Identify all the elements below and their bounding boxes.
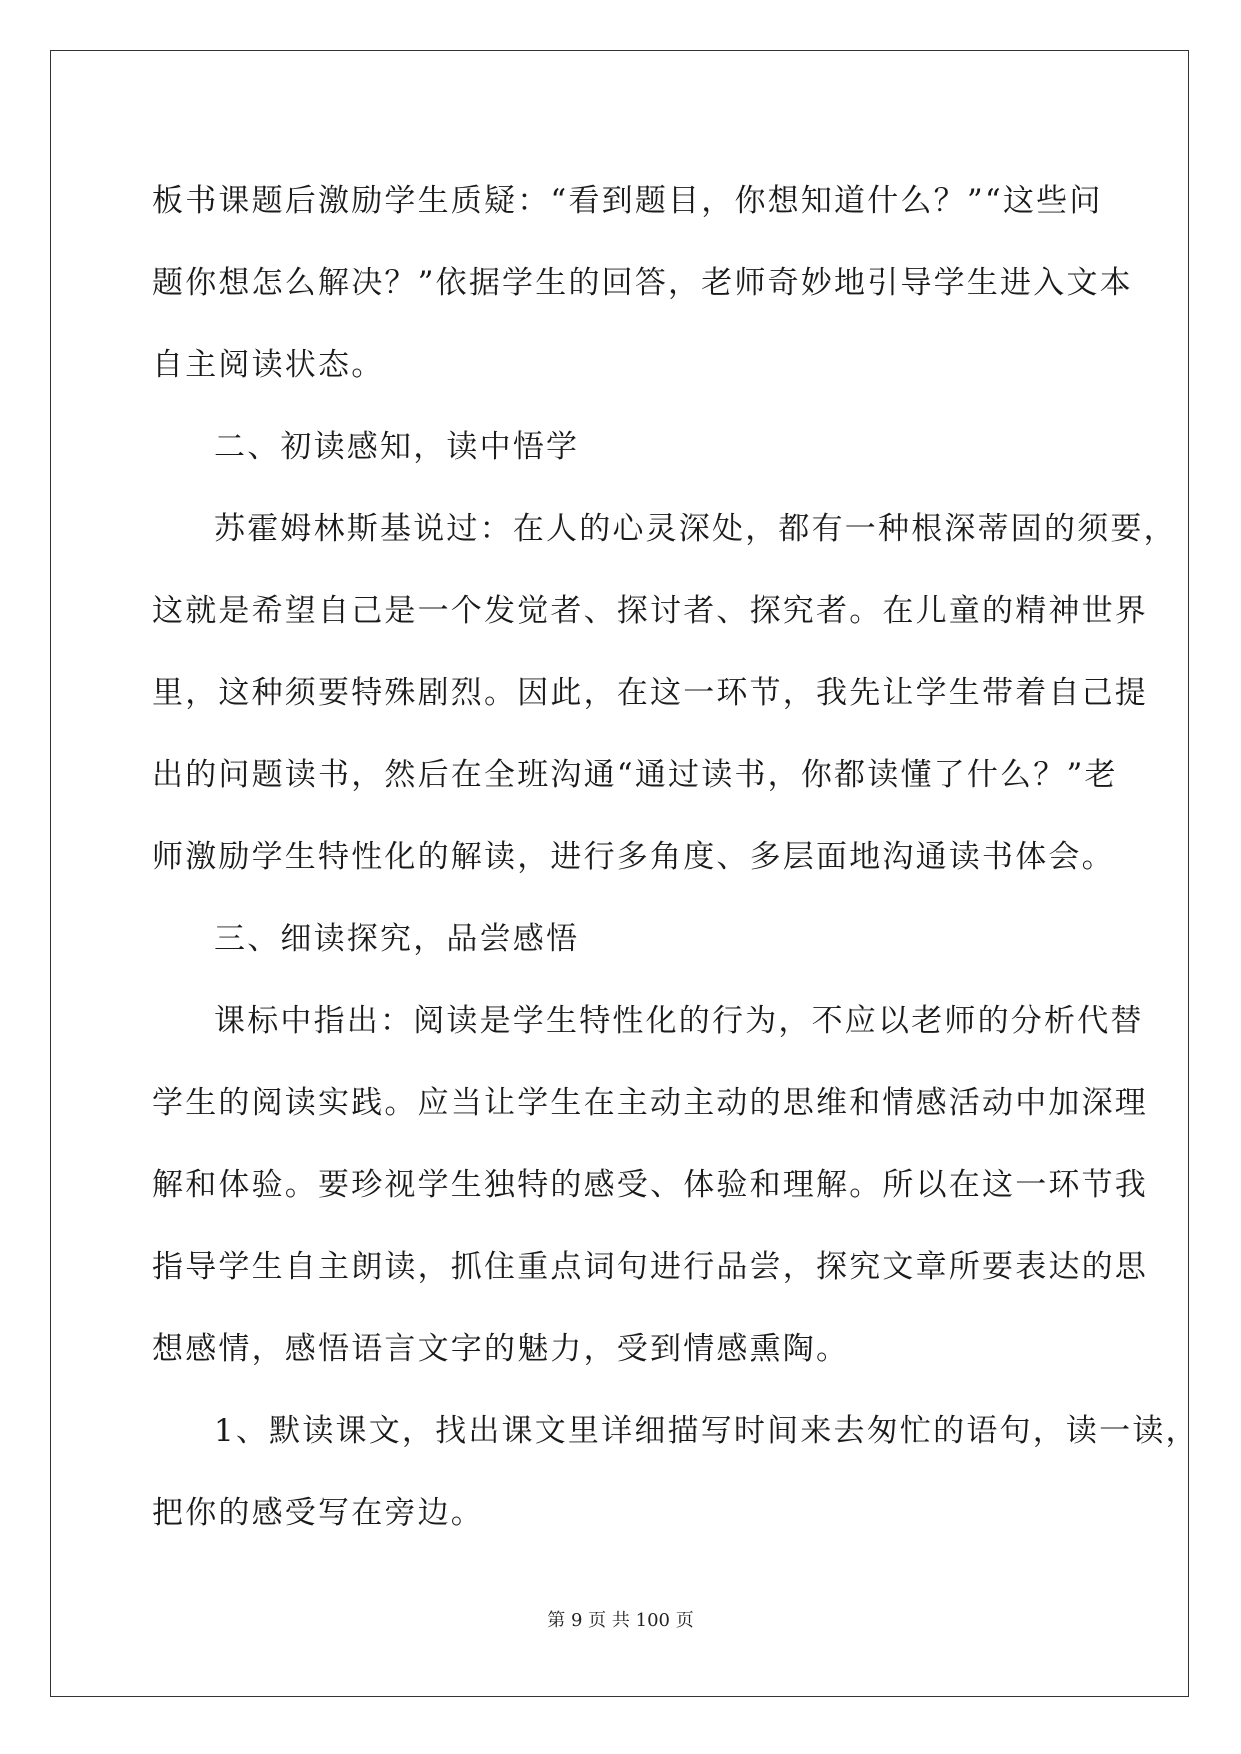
text-line: 解和体验。要珍视学生独特的感受、体验和理解。所以在这一环节我 <box>152 1167 1148 1203</box>
text-line: 想感情，感悟语言文字的魅力，受到情感熏陶。 <box>152 1331 850 1367</box>
text-line: 题你想怎么解决？”依据学生的回答，老师奇妙地引导学生进入文本 <box>152 265 1133 301</box>
page-footer: 第 9 页 共 100 页 <box>547 1610 694 1631</box>
document-body <box>152 160 1199 1554</box>
text-line: 把你的感受写在旁边。 <box>152 1495 484 1531</box>
text-line: 里，这种须要特殊剧烈。因此，在这一环节，我先让学生带着自己提 <box>152 675 1148 711</box>
text-line: 1、默读课文，找出课文里详细描写时间来去匆忙的语句，读一读， <box>214 1413 1199 1449</box>
text-line: 板书课题后激励学生质疑：“看到题目，你想知道什么？”“这些问 <box>152 183 1103 219</box>
text-line: 自主阅读状态。 <box>152 347 385 383</box>
text-line: 学生的阅读实践。应当让学生在主动主动的思维和情感活动中加深理 <box>152 1085 1148 1121</box>
text-line: 三、细读探究，品尝感悟 <box>214 921 580 957</box>
text-line: 出的问题读书，然后在全班沟通“通过读书，你都读懂了什么？”老 <box>152 757 1118 793</box>
text-line: 这就是希望自己是一个发觉者、探讨者、探究者。在儿童的精神世界 <box>152 593 1148 629</box>
text-line: 二、初读感知，读中悟学 <box>214 429 580 465</box>
text-line: 苏霍姆林斯基说过：在人的心灵深处，都有一种根深蒂固的须要， <box>214 511 1177 547</box>
text-line: 指导学生自主朗读，抓住重点词句进行品尝，探究文章所要表达的思 <box>152 1249 1148 1285</box>
text-line: 师激励学生特性化的解读，进行多角度、多层面地沟通读书体会。 <box>152 839 1115 875</box>
text-line: 课标中指出：阅读是学生特性化的行为，不应以老师的分析代替 <box>214 1003 1144 1039</box>
